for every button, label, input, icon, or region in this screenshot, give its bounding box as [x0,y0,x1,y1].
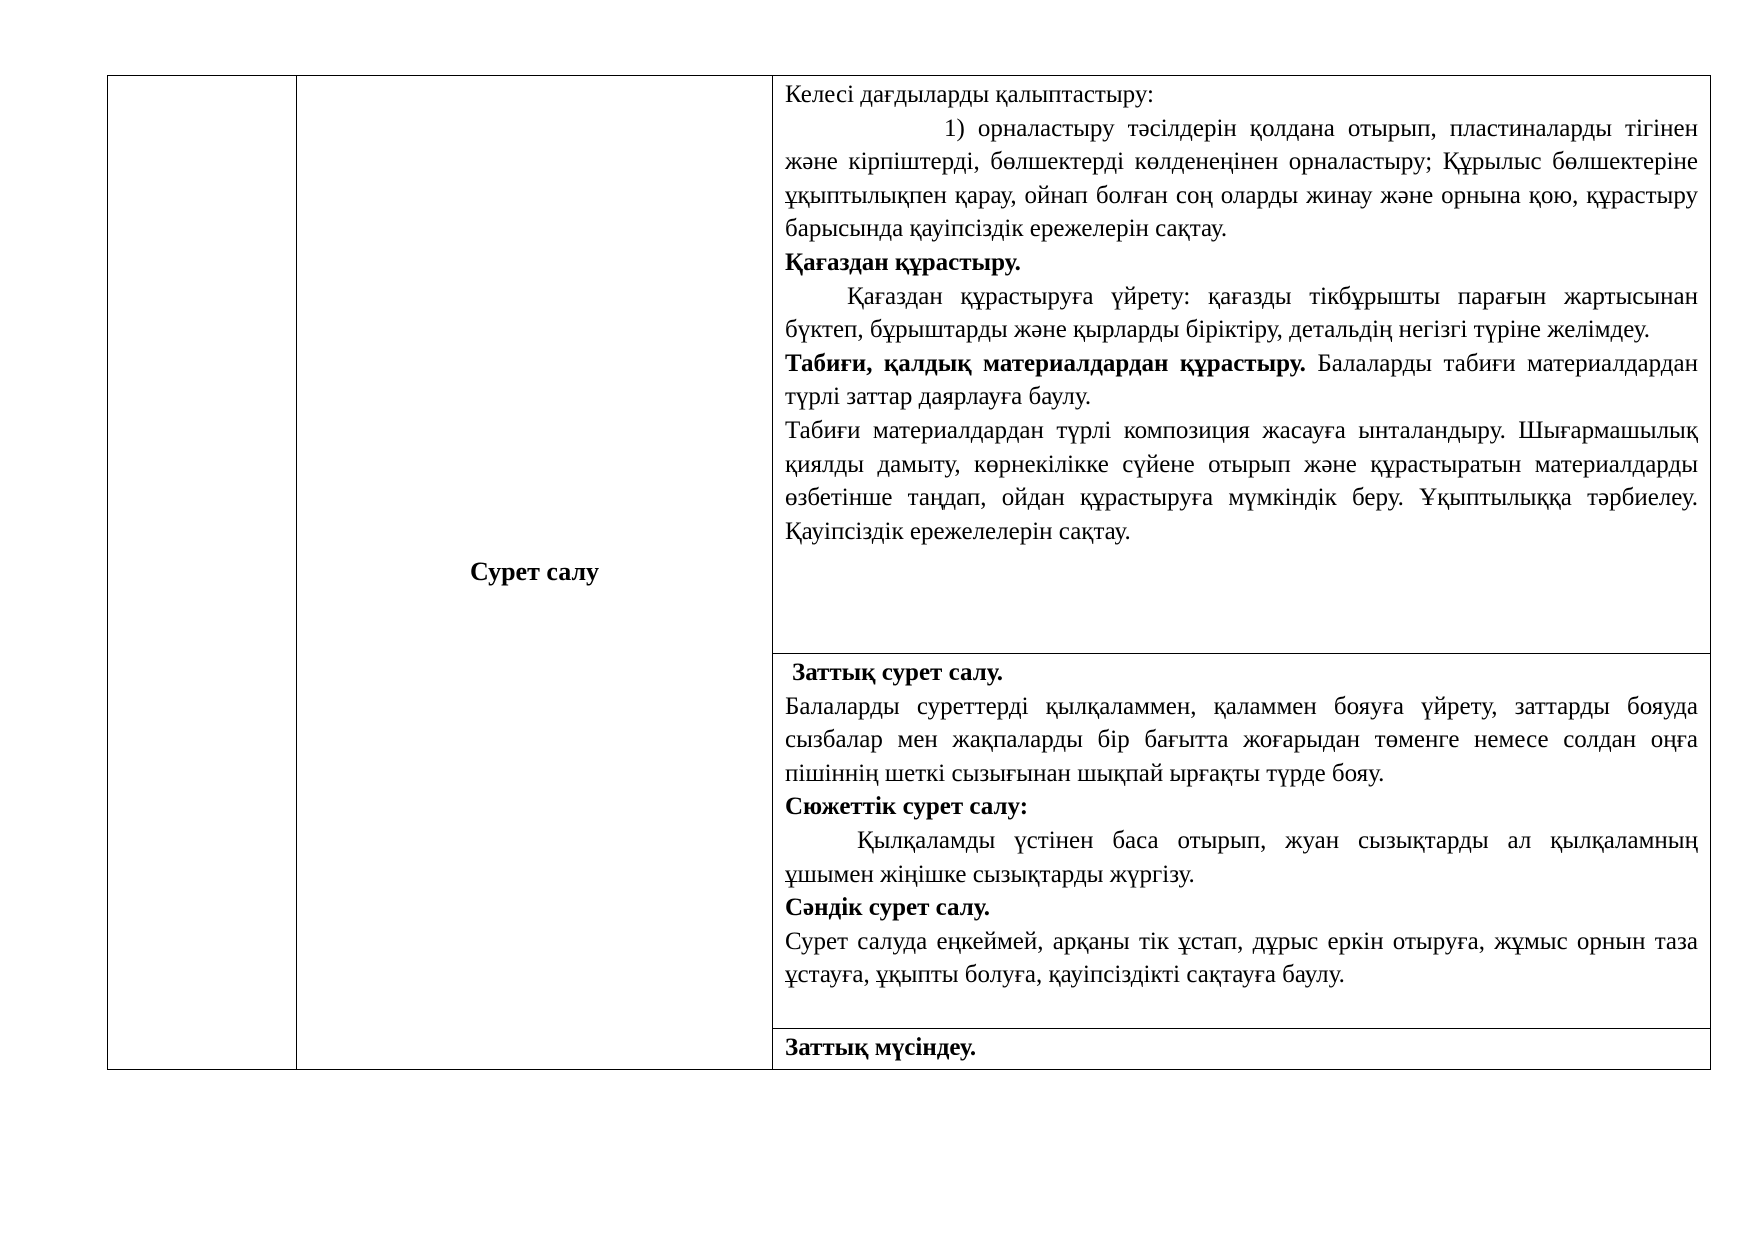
drawing-content-cell [773,654,1711,1029]
object-drawing-heading: Заттық сурет салу. [792,659,1003,686]
object-modeling-heading: Заттық мүсіндеу. [785,1034,977,1061]
modeling-content-cell [773,1029,1711,1070]
construction-intro: Келесі дағдыларды қалыптастыру: [785,81,1154,108]
natural-materials-paragraph [785,347,1698,414]
construction-item-1: 1) орналастыру тәсілдерін қолдана отырып, пластиналарды тігінен және кірпіштерді, бөлшектерді көлденеңінен орналастыру; Құрылыс бөлшектеріне ұқыптылықпен қарау, ойнап болған соң оларды жинау және орнына қою, құрастыру барысында қауіпсіздік ережелерін сақтау. [785,114,1698,243]
paper-construction-text: Қағаздан құрастыруға үйрету: қағазды тікбұрышты парағын жартысынан бүктеп, бұрыштарды және қырларды біріктіру, детальдің негізгі түріне желімдеу. [785,282,1698,344]
subject-title: Сурет салу [469,557,600,587]
natural-materials-text-2: Табиғи материалдардан түрлі композиция жасауға ынталандыру. Шығармашылық қиялды дамыту, көрнекілікке сүйене отырып және құрастыратын материалдарды өзбетінше таңдап, ойдан құрастыруға мүмкіндік беру. Ұқыптылыққа тәрбиелеу. Қауіпсіздік ережелелерін сақтау. [785,416,1698,545]
natural-materials-heading: Табиғи, қалдық материалдардан құрастыру. [785,349,1306,377]
plot-drawing-text: Қылқаламды үстінен баса отырып, жуан сызықтарды ал қылқаламның ұшымен жіңішке сызықтарды жүргізу. [785,826,1698,888]
construction-content-cell [773,76,1711,654]
paper-construction-heading: Қағаздан құрастыру. [785,248,1021,276]
curriculum-table [107,75,1711,1070]
natural-materials-text: Балаларды табиғи материалдардан түрлі заттар даярлауға баулу. [785,349,1698,411]
object-drawing-text: Балаларды суреттерді қылқаламмен, қаламмен бояуға үйрету, заттарды бояуда сызбалар мен жақпаларды бір бағытта жоғарыдан төменге немесе солдан оңға пішіннің шеткі сызығынан шықпай ырғақты түрде бояу. [785,692,1698,787]
subject-cell [297,76,773,1070]
plot-drawing-heading: Сюжеттік сурет салу: [785,793,1029,821]
decorative-drawing-text: Сурет салуда еңкеймей, арқаны тік ұстап, дұрыс еркін отыруға, жұмыс орнын таза ұстауға, ұқыпты болуға, қауіпсіздікті сақтауға баулу. [785,927,1698,989]
empty-first-column-cell [108,76,297,1070]
decorative-drawing-heading: Сәндік сурет салу. [785,894,990,922]
